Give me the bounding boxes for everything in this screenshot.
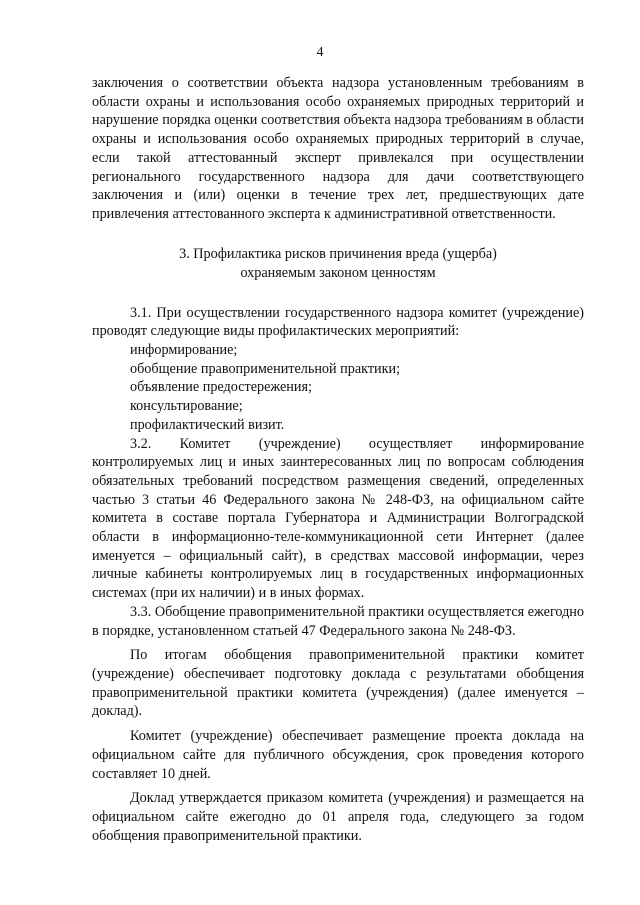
measure-item: информирование;: [130, 342, 238, 359]
section-heading: [92, 245, 584, 283]
paragraph-results: По итогам обобщения правоприменительной практики комитет (учреждение) обеспечивает подготовку доклада с результатами обобщения правоприменительной практики комитета (учреждения) (далее именуется – доклад).: [92, 647, 584, 720]
clause-3-1: 3.1. При осуществлении государственного надзора комитет (учреждение) проводят следующие виды профилактических мероприятий:: [92, 304, 584, 340]
paragraph-publication: Комитет (учреждение) обеспечивает размещение проекта доклада на официальном сайте для публичного обсуждения, срок проведения которого составляет 10 дней.: [92, 728, 584, 782]
section-heading-line-2: охраняемым законом ценностям: [240, 264, 436, 281]
measure-item: обобщение правоприменительной практики;: [130, 360, 401, 377]
document-body: [92, 74, 584, 845]
paragraph-approval: Доклад утверждается приказом комитета (учреждения) и размещается на официальном сайте ежегодно до 01 апреля года, следующего за годом обобщения правоприменительной практики.: [92, 790, 584, 844]
measure-item: объявление предостережения;: [130, 379, 312, 396]
measure-item: консультирование;: [130, 398, 243, 415]
intro-paragraph: заключения о соответствии объекта надзора установленным требованиям в области охраны и использования особо охраняемых природных территорий и нарушение порядка оценки соответствия объекта надзора требованиям в области охраны и использования особо охраняемых природных территорий в случае, если такой аттестованный эксперт привлекался при осуществлении регионального государственного надзора для дачи соответствующего заключения и (или) оценки в течение трех лет, предшествующих дате привлечения аттестованного эксперта к административной ответственности.: [92, 75, 584, 222]
clause-3-3: 3.3. Обобщение правоприменительной практики осуществляется ежегодно в порядке, установленном статьей 47 Федерального закона № 248-ФЗ.: [92, 603, 584, 639]
clause-3-2: 3.2. Комитет (учреждение) осуществляет информирование контролируемых лиц и иных заинтересованных лиц по вопросам соблюдения обязательных требований посредством размещения сведений, определенных частью 3 статьи 46 Федерального закона № 248-ФЗ, на официальном сайте комитета в составе портала Губернатора и Администрации Волгоградской области в информационно-теле-коммуникационной сети Интернет (далее именуется – официальный сайт), в средствах массовой информации, через личные кабинеты контролируемых лиц в государственных информационных системах (при их наличии) и в иных формах.: [92, 435, 584, 602]
section-heading-line-1: 3. Профилактика рисков причинения вреда (ущерба): [179, 245, 497, 262]
measure-item: профилактический визит.: [130, 416, 285, 433]
page-number: 4: [316, 45, 324, 60]
